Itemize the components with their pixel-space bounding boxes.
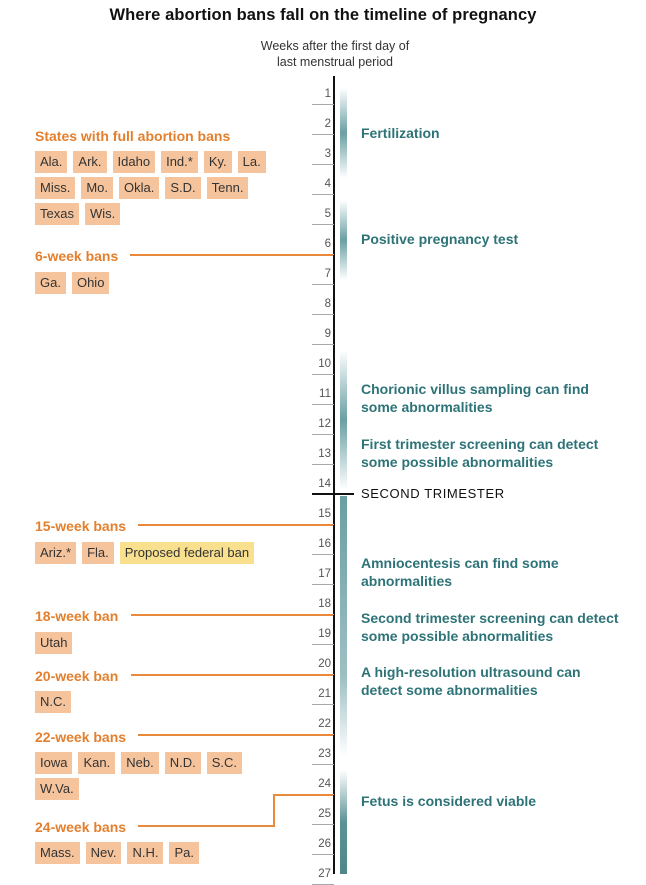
week-tick	[312, 209, 334, 225]
bar-pregnancy-test	[340, 200, 347, 280]
week-tick-label: 5	[324, 208, 331, 220]
state-chip: Ky.	[204, 151, 232, 173]
state-chip: W.Va.	[35, 778, 79, 800]
week-tick-label: 26	[318, 838, 331, 850]
week-tick-label: 10	[318, 358, 331, 370]
week-tick	[312, 119, 334, 135]
state-chip: Pa.	[169, 842, 199, 864]
state-chip: Ohio	[72, 272, 109, 294]
chip-row-18-week	[35, 632, 72, 654]
ban-heading-20-week: 20-week ban	[35, 668, 119, 684]
state-chip: Mo.	[81, 177, 113, 199]
state-chip: La.	[238, 151, 266, 173]
week-tick-label: 25	[318, 808, 331, 820]
ban-line-20-week	[131, 674, 333, 676]
event-second-screening: Second trimester screening can detect some possible abnormalities	[361, 610, 619, 644]
state-chip: Mass.	[35, 842, 80, 864]
bar-second-trimester	[340, 496, 347, 756]
chip-row-full-3	[35, 203, 120, 225]
ban-heading-6-week: 6-week bans	[35, 248, 119, 264]
ban-heading-15-week: 15-week bans	[35, 518, 127, 534]
week-tick-label: 18	[318, 598, 331, 610]
event-cvs: Chorionic villus sampling can find some abnormalities	[361, 381, 589, 415]
state-chip: N.C.	[35, 691, 71, 713]
week-tick	[312, 299, 334, 315]
ban-line-18-week	[131, 614, 333, 616]
week-tick	[312, 329, 334, 345]
week-tick	[312, 599, 334, 615]
week-tick	[312, 689, 334, 705]
bar-viability	[340, 770, 347, 874]
state-chip: S.D.	[165, 177, 200, 199]
state-chip: Ala.	[35, 151, 67, 173]
week-tick	[312, 239, 334, 255]
week-tick-label: 16	[318, 538, 331, 550]
week-tick	[312, 449, 334, 465]
week-tick	[312, 809, 334, 825]
chip-row-15-week	[35, 542, 254, 564]
state-chip: Kan.	[78, 752, 115, 774]
week-tick-label: 23	[318, 748, 331, 760]
week-tick-label: 7	[324, 268, 331, 280]
state-chip: Texas	[35, 203, 79, 225]
ban-heading-18-week: 18-week ban	[35, 608, 119, 624]
week-tick-label: 14	[318, 478, 331, 490]
week-tick-label: 3	[324, 148, 331, 160]
week-tick	[312, 149, 334, 165]
week-tick-label: 6	[324, 238, 331, 250]
axis-subtitle	[185, 38, 485, 70]
state-chip: Ga.	[35, 272, 66, 294]
week-tick	[312, 389, 334, 405]
chart-title: Where abortion bans fall on the timeline of pregnancy	[109, 6, 537, 24]
week-tick	[312, 509, 334, 525]
state-chip: Tenn.	[207, 177, 249, 199]
state-chip: Iowa	[35, 752, 72, 774]
ban-line-22-week	[138, 734, 333, 736]
chip-row-6-week	[35, 272, 109, 294]
chip-row-full-2	[35, 177, 248, 199]
chip-row-full-1	[35, 151, 266, 173]
ban-heading-24-week: 24-week bans	[35, 819, 127, 835]
week-tick-label: 17	[318, 568, 331, 580]
week-tick	[312, 179, 334, 195]
week-tick-label: 21	[318, 688, 331, 700]
trimester-marker	[312, 493, 354, 495]
week-tick-label: 22	[318, 718, 331, 730]
event-amniocentesis: Amniocentesis can find some abnormalities	[361, 555, 559, 589]
event-ultrasound: A high-resolution ultrasound can detect some abnormalities	[361, 664, 581, 698]
state-chip: Nev.	[86, 842, 122, 864]
axis-subtitle-line-2: last menstrual period	[276, 55, 394, 69]
ban-heading-22-week: 22-week bans	[35, 729, 127, 745]
chip-row-24-week	[35, 842, 199, 864]
state-chip: Ind.*	[161, 151, 198, 173]
week-tick	[312, 749, 334, 765]
week-tick	[312, 869, 334, 885]
week-tick-label: 9	[324, 328, 331, 340]
state-chip: Wis.	[85, 203, 120, 225]
chip-row-20-week	[35, 691, 71, 713]
event-first-screening: First trimester screening can detect some possible abnormalities	[361, 436, 599, 470]
ban-line-6-week	[130, 254, 333, 256]
ban-line-24-week-upper	[273, 794, 333, 796]
week-tick-label: 2	[324, 118, 331, 130]
trimester-label: SECOND TRIMESTER	[361, 486, 505, 501]
state-chip: Idaho	[113, 151, 156, 173]
state-chip: Neb.	[121, 752, 158, 774]
week-tick	[312, 539, 334, 555]
ban-line-15-week	[138, 524, 333, 526]
axis-subtitle-line-1: Weeks after the first day of	[260, 39, 410, 53]
week-tick	[312, 419, 334, 435]
week-tick-label: 20	[318, 658, 331, 670]
week-tick-label: 1	[324, 88, 331, 100]
week-tick-label: 27	[318, 868, 331, 880]
week-tick	[312, 89, 334, 105]
bar-fertilization	[340, 88, 347, 178]
week-tick-label: 4	[324, 178, 331, 190]
week-tick-label: 12	[318, 418, 331, 430]
week-tick	[312, 719, 334, 735]
state-chip: Utah	[35, 632, 72, 654]
week-tick	[312, 359, 334, 375]
event-viability: Fetus is considered viable	[361, 793, 537, 809]
ban-line-24-week-vertical	[273, 794, 275, 827]
ban-heading-full: States with full abortion bans	[35, 128, 231, 144]
state-chip: Okla.	[119, 177, 159, 199]
week-tick	[312, 269, 334, 285]
state-chip: Fla.	[82, 542, 114, 564]
week-tick	[312, 659, 334, 675]
event-fertilization: Fertilization	[361, 125, 440, 141]
state-chip: S.C.	[207, 752, 242, 774]
state-chip: N.D.	[165, 752, 201, 774]
bar-first-trimester	[340, 350, 347, 490]
ban-line-24-week-lower	[138, 825, 275, 827]
week-tick-label: 13	[318, 448, 331, 460]
event-pregnancy-test: Positive pregnancy test	[361, 231, 519, 247]
chip-row-22-week-2	[35, 778, 79, 800]
state-chip: Miss.	[35, 177, 75, 199]
week-tick	[312, 779, 334, 795]
state-chip: Ark.	[73, 151, 106, 173]
chip-row-22-week-1	[35, 752, 242, 774]
federal-ban-chip: Proposed federal ban	[120, 542, 254, 564]
week-tick	[312, 839, 334, 855]
week-tick	[312, 569, 334, 585]
state-chip: Ariz.*	[35, 542, 76, 564]
week-tick	[312, 629, 334, 645]
week-tick-label: 19	[318, 628, 331, 640]
state-chip: N.H.	[127, 842, 163, 864]
week-tick-label: 24	[318, 778, 331, 790]
week-tick-label: 15	[318, 508, 331, 520]
week-tick-label: 11	[319, 388, 331, 400]
week-tick-label: 8	[324, 298, 331, 310]
